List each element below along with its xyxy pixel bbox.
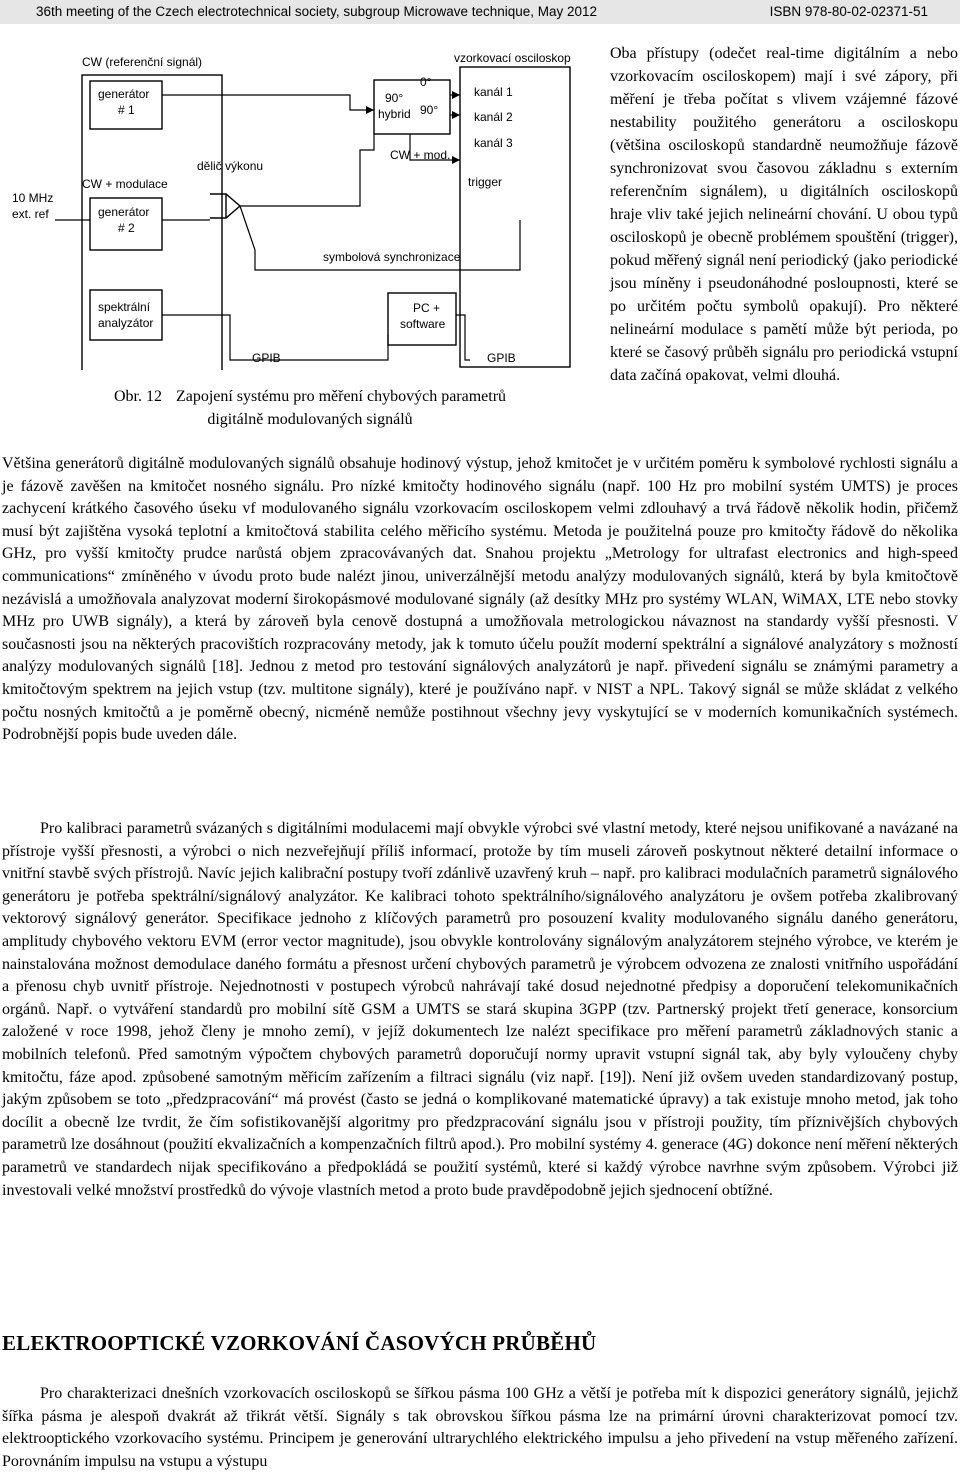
label-trigger: trigger bbox=[468, 175, 503, 189]
paragraph-2: Pro kalibraci parametrů svázaných s digitálními modulacemi mají obvykle výrobci své vlastní metody, které nejsou unifikované a navázané na přístroje vyšší přesnosti, a výrobci o nich nezveřejňují příliš informací, protože by tím museli zároveň poskytnout některé detailní informace o vnitřní stavbě svých přístrojů. Navíc jejich kalibrační postupy tvoří zdánlivě uzavřený kruh – např. pro kalibraci modulačních parametrů signálového generátoru je potřeba spektrální/signálový analyzátor. Ke kalibraci tohoto spektrálního/signálového analyzátoru je ovšem potřeba zkalibrovaný vektorový signálový generátor. Specifikace jednoho z klíčových parametrů pro posouzení kvality modulovaného signálu daného generátoru, amplitudy chybového vektoru EVM (error vector magnitude), jsou obvykle kontrolovány signálovým analyzátorem stejného výrobce, ve kterém je nainstalována možnost demodulace daného formátu a přesnost určení chybových parametrů je výrobcem odvozena ze znalosti vnitřního uspořádání a přenosu chyb uvnitř přístroje. Nejednotnosti v postupech výrobců nahrávají také dosud nejednotné předpisy a doporučení telekomunikačních orgánů. Např. o vytváření standardů pro mobilní sítě GSM a UMTS se stará skupina 3GPP (tzv. Partnerský projekt třetí generace, konsorcium založené v roce 1998, jehož členy je mnoho zemí), v jejíž dokumentech lze nalézt specifikace pro měření parametrů základnových stanic a mobilních telefonů. Před samotným výpočtem chybových parametrů doporučují normy upravit vstupní signál tak, aby byly vyloučeny chyby kmitočtu, fáze apod. způsobené samotným měřicím zařízením a filtraci signálu (viz např. [19]). Není již ovšem uveden standardizovaný postup, jakým způsobem se toto „předzpracování“ má provést (často se jedná o komplikované matematické úpravy) a tak existuje mnoho metod, jak toho docílit a obecně lze tvrdit, že čím sofistikovanější algoritmy pro předzpracování signálu jsou v přístroji použity, tím příznivějších chybových parametrů lze dosáhnout (použití ekvalizačních a kompenzačních filtrů apod.). Pro mobilní systémy 4. generace (4G) dokonce není měření některých parametrů ve standardech nijak specifikováno a předpokládá se použití systémů, které si každý výrobce navrhne svým způsobem. Výrobci již investovali velké množství prostředků do vývoje vlastních metod a proto bude pravděpodobně jejich sjednocení obtížné. bbox=[2, 820, 958, 1199]
label-ext-ref-a: 10 MHz bbox=[12, 191, 54, 205]
label-hybrid-b: hybrid bbox=[378, 107, 411, 121]
label-symbol-sync: symbolová synchronizace bbox=[323, 250, 461, 264]
label-gen2-b: # 2 bbox=[118, 221, 135, 235]
label-channel-2: kanál 2 bbox=[474, 110, 513, 124]
label-port-90: 90° bbox=[420, 103, 439, 117]
label-hybrid-a: 90° bbox=[385, 91, 404, 105]
label-pc-b: software bbox=[400, 317, 446, 331]
paragraph-1: Většina generátorů digitálně modulovaných signálů obsahuje hodinový výstup, jehož kmitočet je v určitém poměru k symbolové rychlosti signálu a je fázově zavěšen na kmitočet nosného signálu. Pro nízké kmitočty hodinového signálu (např. 100 Hz pro mobilní systém UMTS) je proces zachycení krátkého časového úseku vf modulovaného signálu vzorkovacím osciloskopem velmi zdlouhavý a trvá řádově několik hodin, přičemž musí být zajištěna vysoká teplotní a kmitočtová stabilita celého měřicího systému. Metoda je použitelná pouze pro kmitočty řádově do několika GHz, pro vyšší kmitočty prudce narůstá objem zpracovávaných dat. Snahou projektu „Metrology for ultrafast electronics and high-speed communications“ zmíněného v úvodu proto bude nalézt jinou, univerzálnější metodu analýzy modulovaných signálů, která by byla kmitočtově nezávislá a umožňovala analyzovat moderní širokopásmové modulované signály (až desítky MHz pro systémy WLAN, WiMAX, LTE nebo stovky MHz pro UWB signály), a která by zároveň byla cenově dostupná a umožňovala metrologickou návaznost na standardy vyšší přesnosti. V současnosti jsou na některých pracovištích rozpracovány metody, jak k tomuto účelu použít moderní spektrální a signálové analyzátory s možností analýzy modulovaných signálů [18]. Jednou z metod pro testování signálových analyzátorů je např. přivedení signálu se známými parametry a kmitočtovým spektrem na jejich vstup (tzv. multitone signály), které je používáno např. v NIST a NPL. Takový signál se může skládat z velkého počtu nosných kmitočtů a je poměrně obecný, nicméně nemůže postihnout všechny jevy vyskytující se v moderních komunikačních systémech. Podrobnější popis bude uveden dále. bbox=[2, 455, 958, 744]
label-scope-title: vzorkovací osciloskop bbox=[454, 51, 571, 65]
label-splitter: dělič výkonu bbox=[197, 159, 264, 173]
label-sa-a: spektrální bbox=[98, 300, 151, 314]
isbn: ISBN 978-80-02-02371-51 bbox=[769, 4, 928, 19]
section-heading: ELEKTROOPTICKÉ VZORKOVÁNÍ ČASOVÝCH PRŮBĚHŮ bbox=[2, 1331, 597, 1355]
label-gen1-a: generátor bbox=[98, 87, 150, 101]
label-ext-ref-b: ext. ref bbox=[12, 207, 49, 221]
label-gen1-b: # 1 bbox=[118, 103, 135, 117]
label-channel-3: kanál 3 bbox=[474, 136, 513, 150]
side-paragraph: Oba přístupy (odečet real-time digitálním a nebo vzorkovacím osciloskopem) mají i své zápory, při měření je třeba počítat s vlivem vzájemné fázové nestability použitého generátoru a osciloskopu (většina osciloskopů standardně neumožňuje fázově synchronizovat svou časovou základnu s externím referenčním signálem), u digitálních osciloskopů hraje vliv také jejich nelineární chování. U obou typů osciloskopů je obecně problémem spouštění (trigger), pokud měřený signál není periodický (jako periodické jsou míněny i pseudonáhodné posloupnosti, které se po určitém počtu symbolů opakují). Pro některé nelineární modulace s pamětí může být perioda, po které se časový průběh signálu pro periodická vstupní data začíná opakovat, velmi dlouhá. bbox=[610, 45, 958, 384]
caption-line-1: Zapojení systému pro měření chybových parametrů bbox=[175, 388, 507, 405]
label-gen2-a: generátor bbox=[98, 205, 150, 219]
label-channel-1: kanál 1 bbox=[474, 85, 513, 99]
label-cw-ref: CW (referenční signál) bbox=[82, 55, 203, 69]
label-port-0: 0° bbox=[420, 75, 432, 89]
label-gpib-right: GPIB bbox=[487, 351, 516, 365]
label-gpib-left: GPIB bbox=[252, 351, 281, 365]
label-sa-b: analyzátor bbox=[98, 316, 154, 330]
measurement-setup-diagram bbox=[0, 40, 600, 370]
label-pc-a: PC + bbox=[413, 301, 441, 315]
label-cw-mod-short: CW + mod. bbox=[390, 148, 451, 162]
label-cw-mod: CW + modulace bbox=[82, 177, 168, 191]
figure-caption bbox=[40, 385, 580, 431]
caption-line-2: digitálně modulovaných signálů bbox=[207, 411, 413, 428]
page-header bbox=[0, 0, 960, 24]
figure-label: Obr. 12 bbox=[113, 388, 162, 405]
conference-title: 36th meeting of the Czech electrotechnical society, subgroup Microwave technique, May 2012 bbox=[36, 4, 598, 19]
paragraph-3: Pro charakterizaci dnešních vzorkovacích osciloskopů se šířkou pásma 100 GHz a větší je potřeba mít k dispozici generátory signálů, jejichž šířka pásma je alespoň dvakrát až třikrát větší. Signály s tak obrovskou šířkou pásma lze na primární úrovni charakterizovat pomocí tzv. elektrooptického vzorkovacího systému. Principem je generování ultrarychlého elektrického impulsu a jeho přivedení na vstup měřeného zařízení. Porovnáním impulsu na vstupu a výstupu bbox=[2, 1385, 958, 1470]
